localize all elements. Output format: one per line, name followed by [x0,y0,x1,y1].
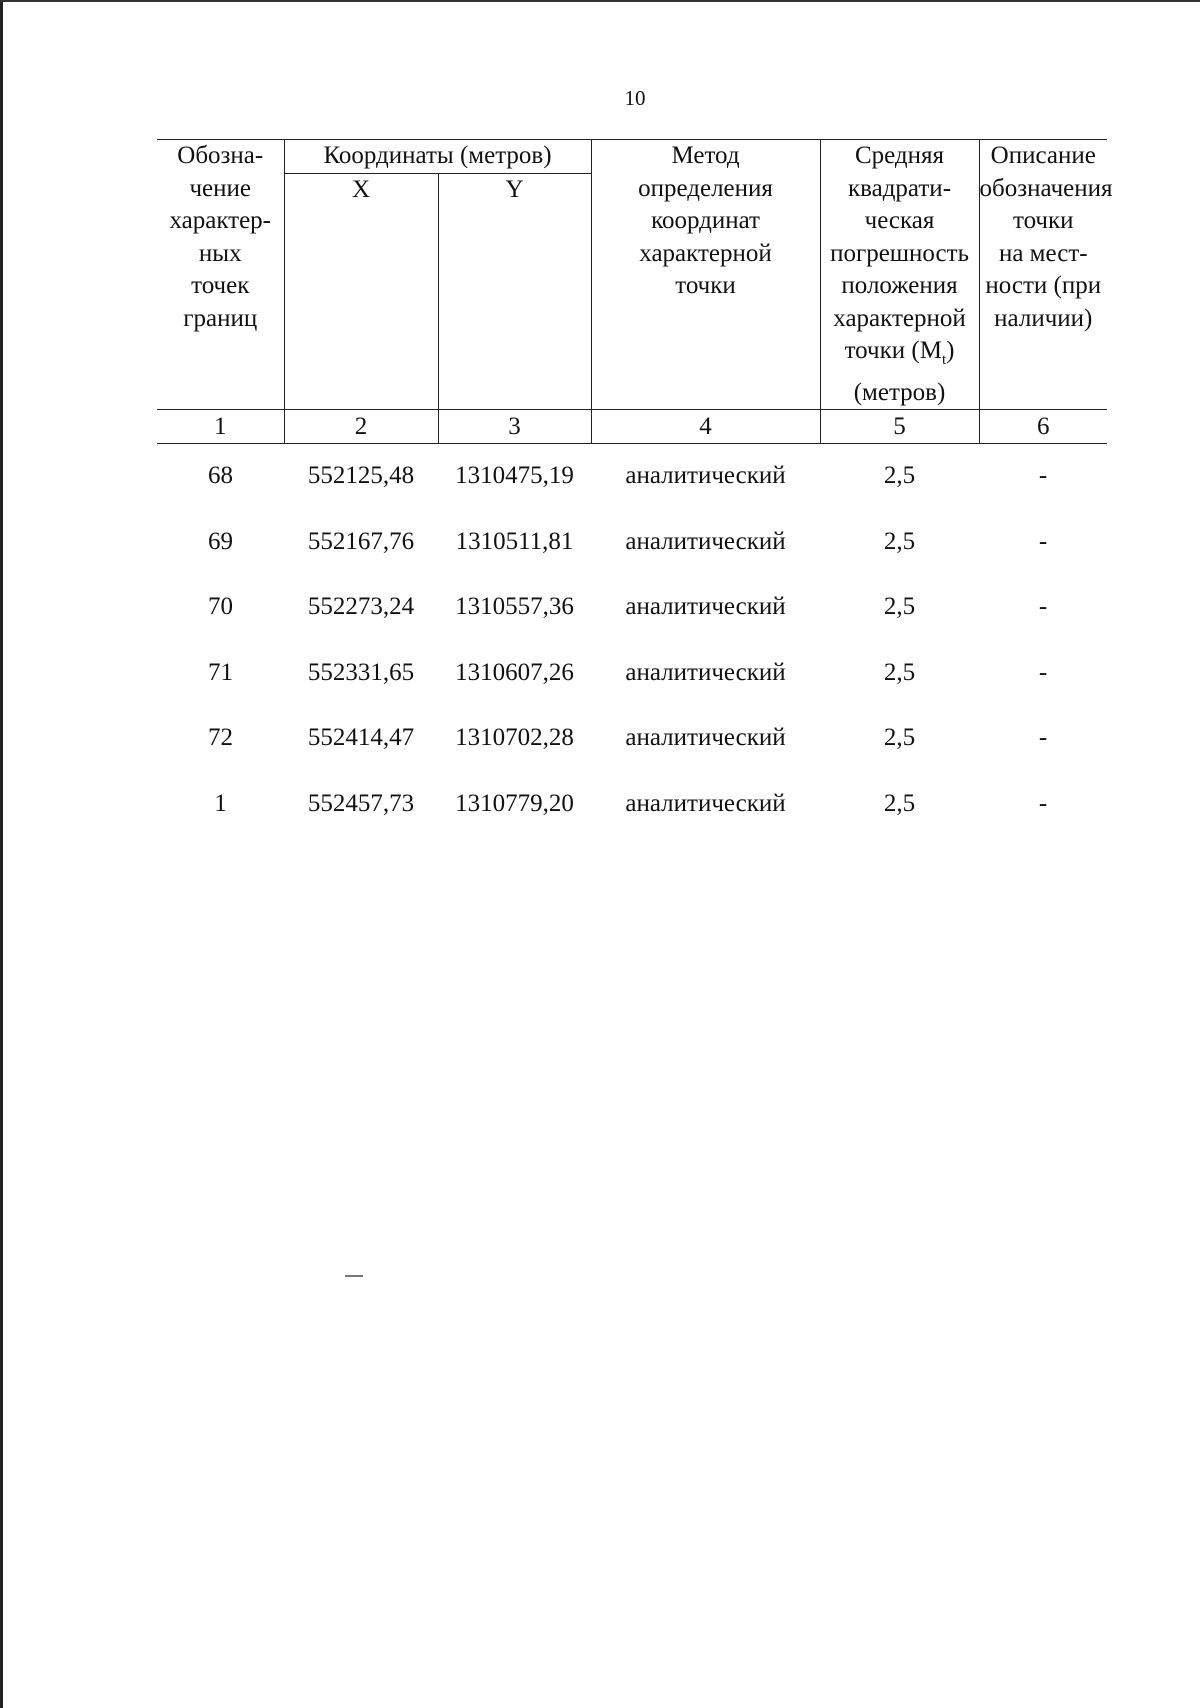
column-number: 4 [591,410,820,444]
column-number: 3 [438,410,591,444]
description: - [1038,527,1048,555]
coord-x: 552457,73 [307,789,415,817]
point-id: 69 [208,527,233,555]
point-id: 72 [208,724,233,751]
table-row [157,641,1107,707]
column-number: 2 [284,410,438,444]
error-value: 2,5 [883,789,916,817]
coord-y: 1310475,19 [455,462,574,489]
description: - [1038,658,1048,686]
description: - [1038,724,1048,751]
point-id: 68 [208,462,233,489]
scan-edge-top [0,0,1200,2]
method: аналитический [625,658,786,686]
column-number: 1 [157,410,284,444]
coord-y: 1310779,20 [455,789,574,817]
coord-x: 552414,47 [307,724,415,751]
table-row [157,706,1107,772]
method: аналитический [625,527,786,555]
coordinates-table [157,139,1113,837]
table-row [157,575,1107,641]
coord-x: 552125,48 [307,462,415,489]
header-coordinates: Координаты (метров) [284,140,591,174]
header-y: Y [438,174,591,410]
page-number: 10 [624,86,646,110]
point-id: 71 [208,658,233,686]
header-designation: Обозна- чение характер- ных точек границ [157,140,284,410]
error-value: 2,5 [883,724,916,751]
table-row [157,510,1107,576]
point-id: 70 [208,593,233,620]
header-error-subscript: t [941,352,947,368]
table-row [157,772,1107,838]
coord-y: 1310511,81 [455,527,574,555]
description: - [1038,462,1048,489]
coord-x: 552273,24 [307,593,415,620]
header-error [820,140,979,410]
column-number: 6 [979,410,1107,444]
coord-x: 552167,76 [307,527,415,555]
scan-edge [0,0,3,1708]
coord-x: 552331,65 [307,658,415,686]
column-number: 5 [820,410,979,444]
method: аналитический [625,724,786,751]
error-value: 2,5 [883,527,916,555]
method: аналитический [625,593,786,620]
method: аналитический [625,789,786,817]
error-value: 2,5 [883,593,916,620]
header-method: Метод определения координат характерной точки [591,140,820,410]
header-description: Описание обозначения точки на мест- ности (при наличии) [979,140,1107,410]
scan-artifact [345,1275,363,1277]
description: - [1038,593,1048,620]
error-value: 2,5 [883,658,916,686]
coord-y: 1310607,26 [455,658,574,686]
method: аналитический [625,462,786,489]
error-value: 2,5 [883,462,916,489]
header-x: X [284,174,438,410]
header-error-main: Средняя квадрати- ческая погрешность положения характерной точки (M [830,142,969,364]
description: - [1038,789,1048,817]
table-row [157,444,1107,510]
coord-y: 1310557,36 [455,593,574,620]
coord-y: 1310702,28 [455,724,574,751]
header-error-tail: ) (метров) [853,337,955,406]
point-id: 1 [214,789,227,817]
